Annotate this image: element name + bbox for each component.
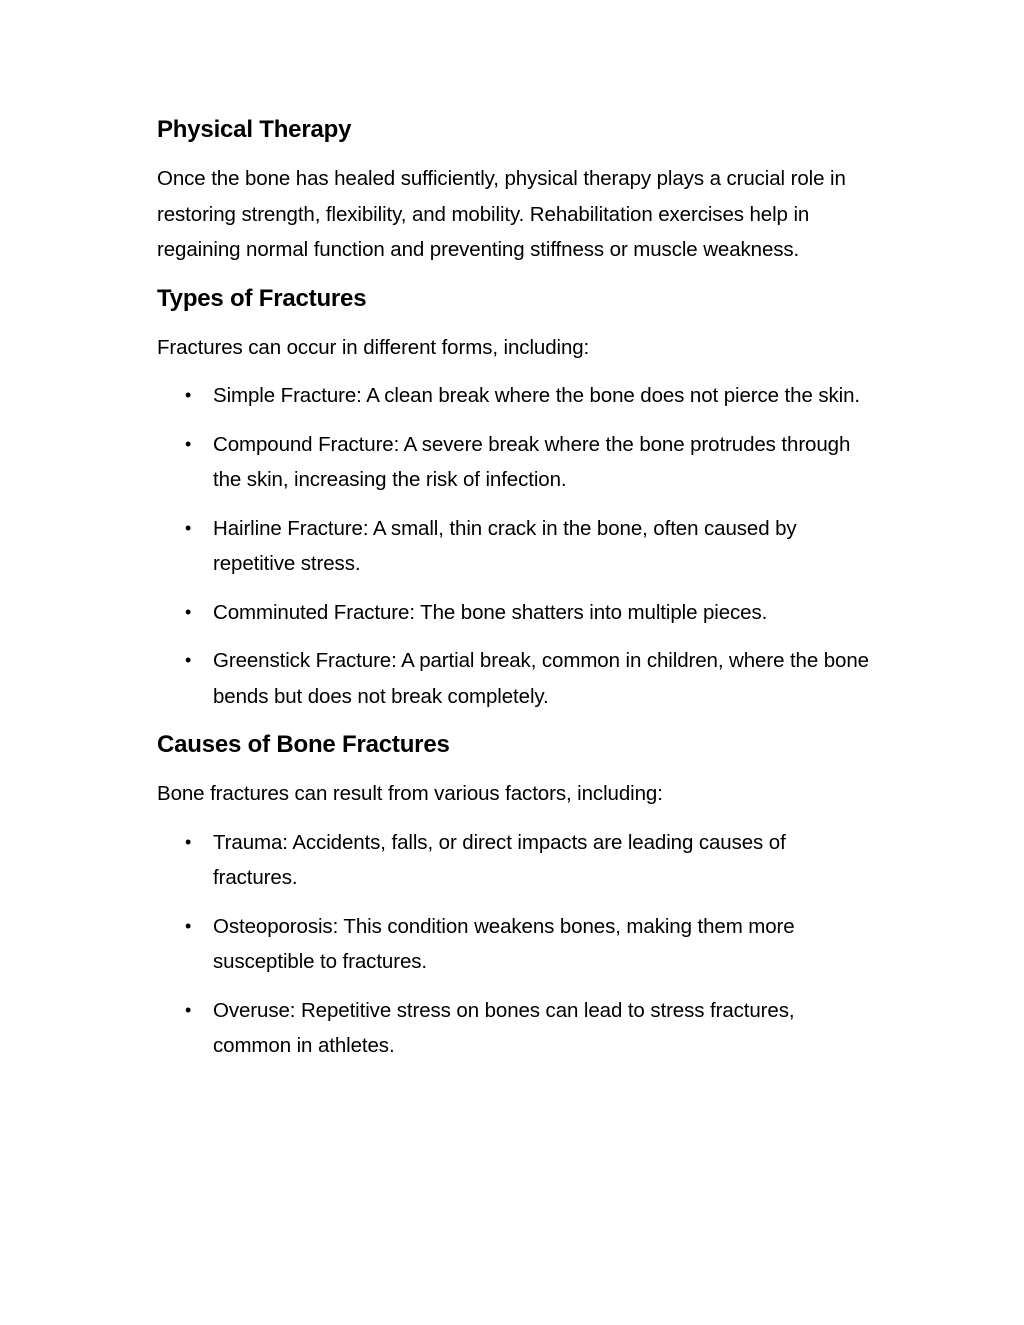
section-paragraph-types-of-fractures: Fractures can occur in different forms, including: — [157, 335, 590, 359]
bullet-icon: • — [185, 433, 192, 454]
list-item-text: Osteoporosis: This condition weakens bones, making them more susceptible to fractures. — [213, 914, 795, 973]
list-item-text: Compound Fracture: A severe break where the bone protrudes through the skin, increasing the risk of infection. — [213, 432, 851, 491]
bullet-icon: • — [185, 517, 192, 538]
section-paragraph-physical-therapy: Once the bone has healed sufficiently, physical therapy plays a crucial role in restoring strength, flexibility, and mobility. Rehabilitation exercises help in regaining normal function and preventing stiffness or muscle weakness. — [157, 167, 846, 261]
bullet-icon: • — [185, 999, 192, 1020]
section-heading-causes-of-bone-fractures: Causes of Bone Fractures — [157, 731, 450, 758]
bullet-icon: • — [185, 915, 192, 936]
list-item-text: Simple Fracture: A clean break where the bone does not pierce the skin. — [213, 384, 860, 407]
list-item — [157, 595, 869, 631]
fracture-causes-list — [157, 825, 869, 1064]
list-item-text: Overuse: Repetitive stress on bones can lead to stress fractures, common in athletes. — [213, 998, 795, 1057]
list-item — [157, 378, 869, 414]
list-item — [157, 427, 869, 498]
list-item — [157, 643, 869, 714]
list-item-text: Hairline Fracture: A small, thin crack in the bone, often caused by repetitive stress. — [213, 516, 797, 575]
fracture-types-list — [157, 378, 869, 714]
list-item — [157, 825, 869, 896]
document-page — [157, 112, 869, 1077]
list-item-text: Comminuted Fracture: The bone shatters into multiple pieces. — [213, 600, 768, 624]
section-heading-types-of-fractures: Types of Fractures — [157, 284, 367, 312]
bullet-icon: • — [185, 385, 192, 405]
section-heading-physical-therapy: Physical Therapy — [157, 116, 352, 143]
list-item-text: Trauma: Accidents, falls, or direct impacts are leading causes of fractures. — [213, 830, 786, 889]
section-paragraph-causes-of-bone-fractures: Bone fractures can result from various factors, including: — [157, 782, 663, 805]
bullet-icon: • — [185, 601, 192, 622]
list-item — [157, 909, 869, 980]
bullet-icon: • — [185, 650, 192, 670]
bullet-icon: • — [185, 831, 192, 852]
list-item — [157, 511, 869, 582]
list-item-text: Greenstick Fracture: A partial break, common in children, where the bone bends but does not break completely. — [213, 649, 869, 708]
list-item — [157, 993, 869, 1064]
